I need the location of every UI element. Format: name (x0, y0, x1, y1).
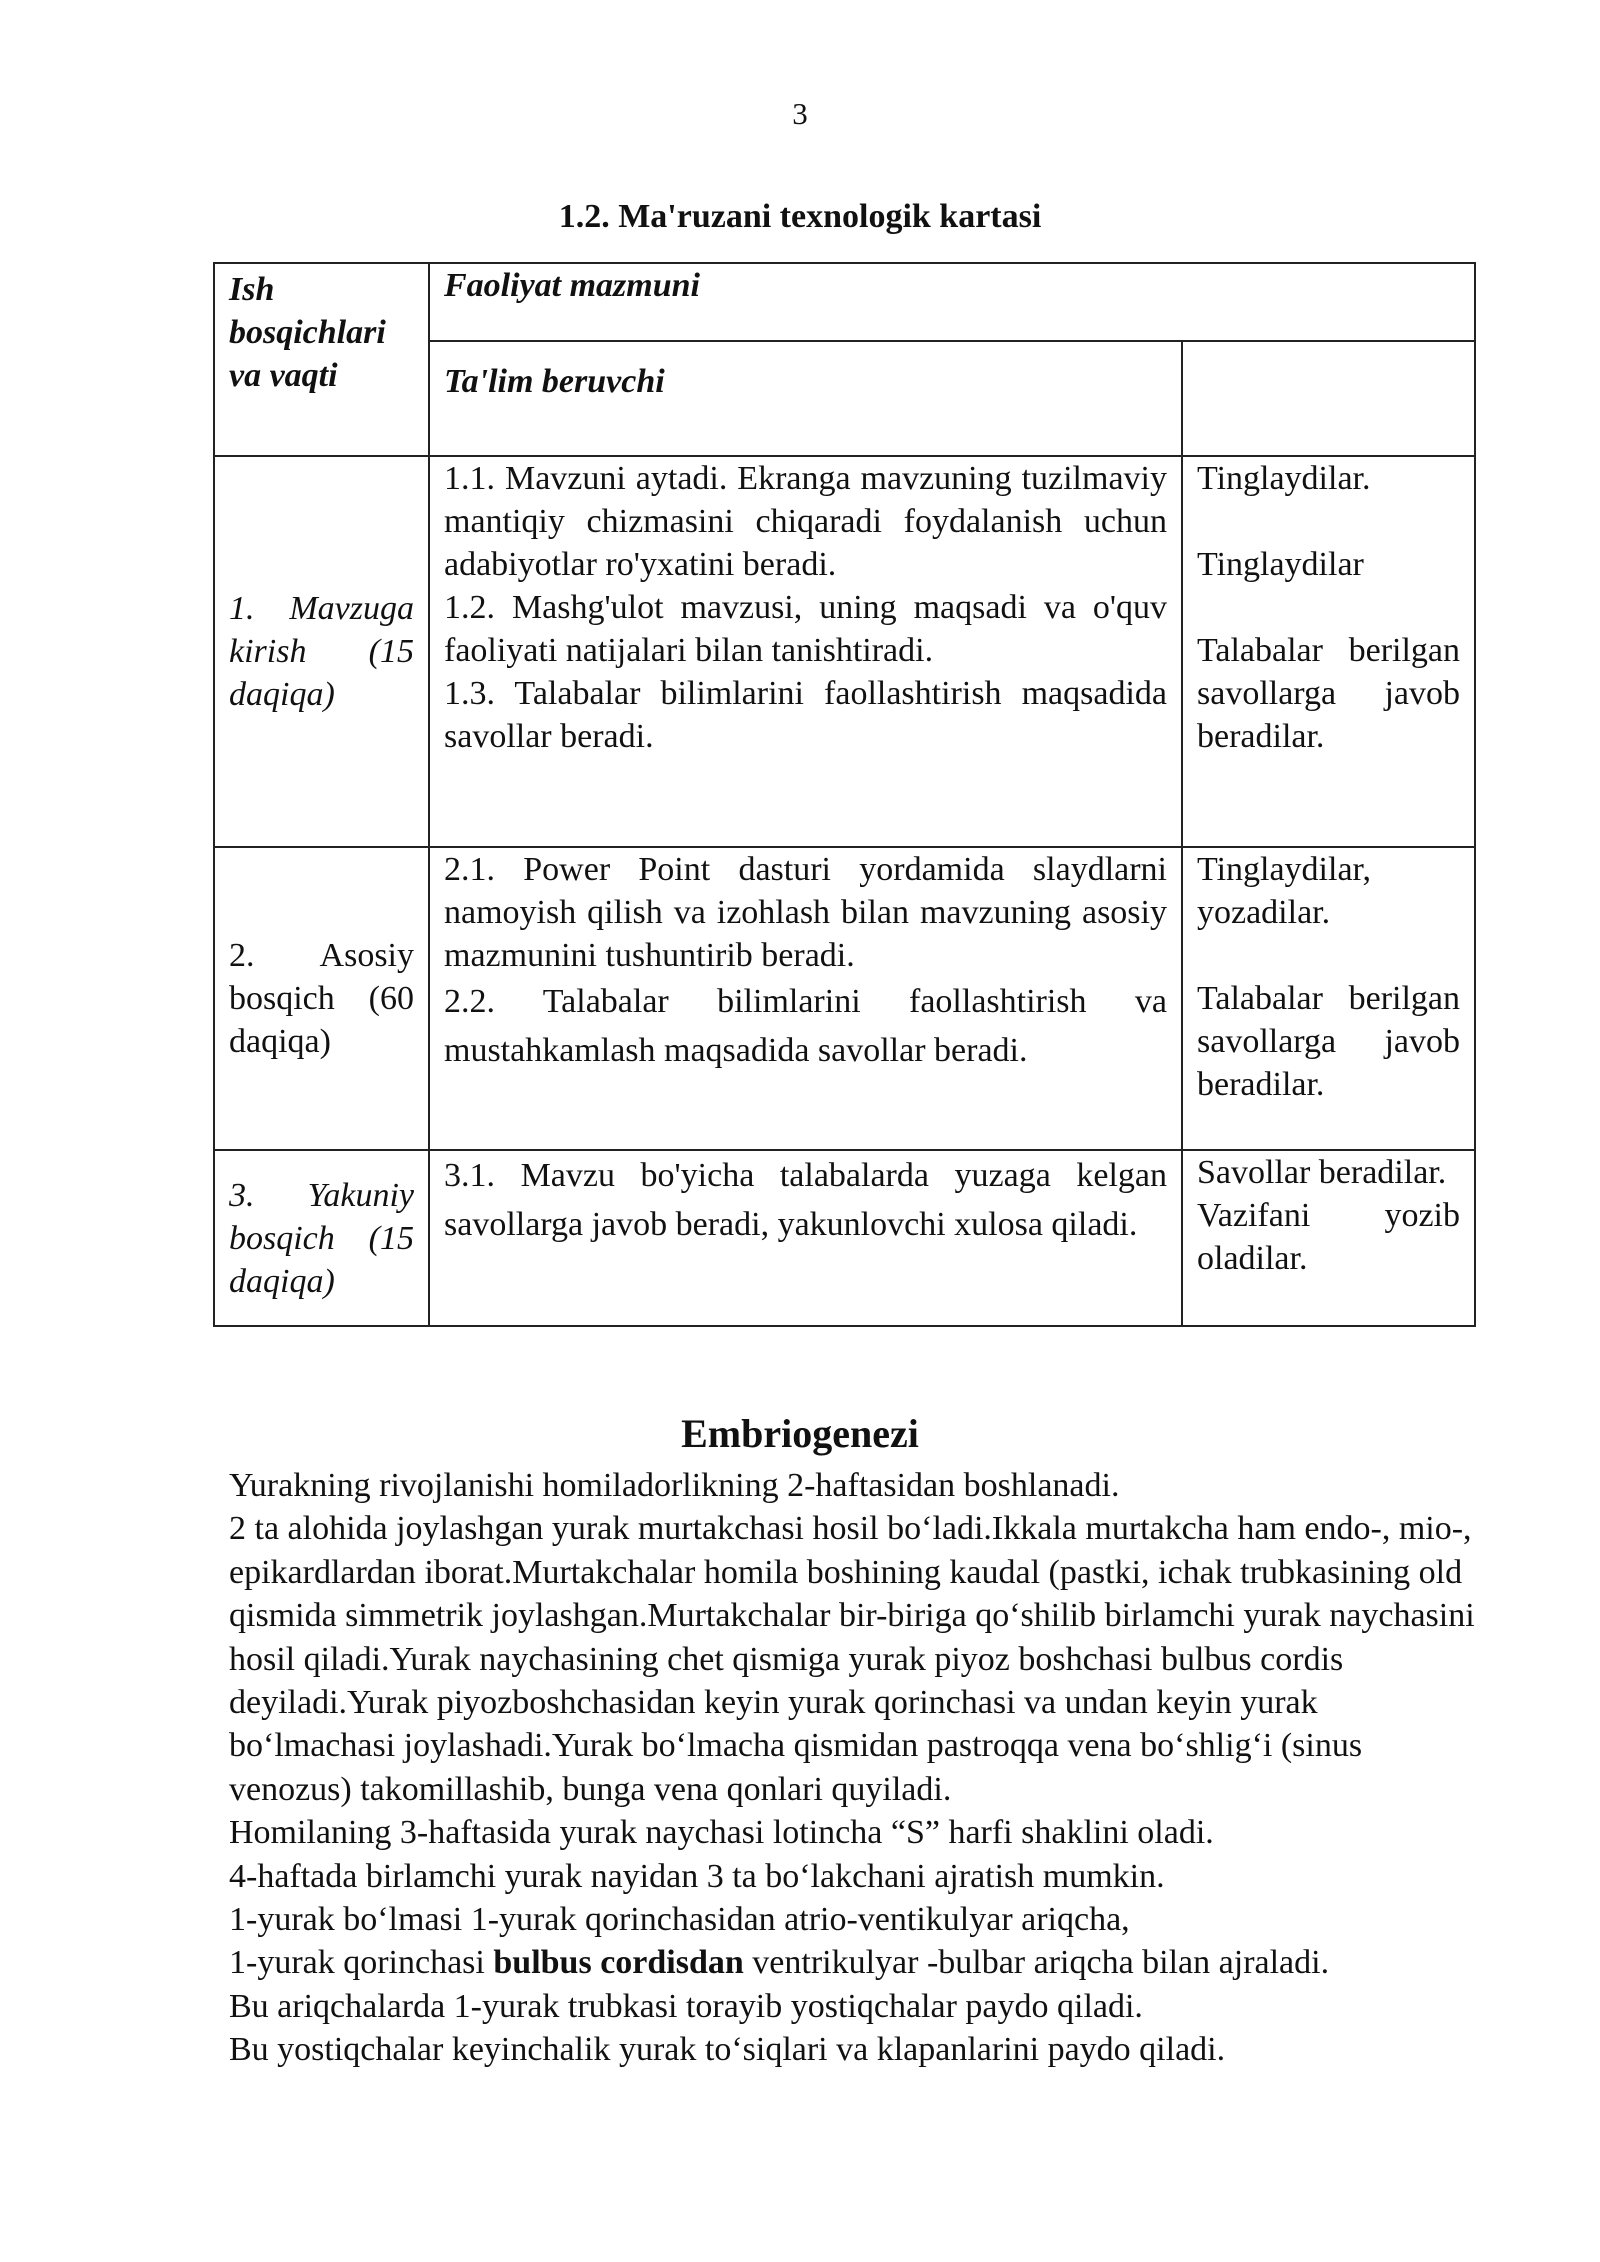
student-item: Savollar beradilar. (1197, 1154, 1447, 1191)
bold-term: bulbus cordisdan (493, 1944, 744, 1982)
paragraph: Bu ariqchalarda 1-yurak trubkasi torayib yostiqchalar paydo qiladi. (229, 1987, 1143, 2025)
table-title: 1.2. Ma'ruzani texnologik kartasi (558, 198, 1042, 235)
stage-cell: 1. Mavzuga kirish (15 daqiqa) (214, 456, 429, 847)
paragraph-text: 1-yurak qorinchasi (229, 1944, 494, 1982)
teacher-item: 2.1. Power Point dasturi yordamida slaydlarni namoyish qilish va izohlash bilan mavzuning asosiy mazmunini tushuntirib beradi. (444, 851, 1167, 974)
teacher-item: 3.1. Mavzu bo'yicha talabalarda yuzaga kelgan savollarga javob beradi, yakunlovchi xulosa qiladi. (444, 1157, 1167, 1243)
student-item: Tinglaydilar. (1197, 460, 1371, 497)
header-teacher: Ta'lim beruvchi (429, 341, 1182, 456)
teacher-cell (429, 847, 1182, 1150)
teacher-cell (429, 1150, 1182, 1326)
table-row (214, 1150, 1475, 1326)
page-number: 3 (792, 96, 808, 131)
student-item: Talabalar berilgan savollarga javob beradilar. (1197, 980, 1460, 1103)
paragraph: 4-haftada birlamchi yurak nayidan 3 ta bo‘lakchani ajratish mumkin. (229, 1857, 1165, 1895)
paragraph-text: ventrikulyar -bulbar ariqcha bilan ajraladi. (743, 1944, 1330, 1982)
section-title: Embriogenezi (681, 1411, 919, 1456)
student-item: Vazifani yozib oladilar. (1197, 1197, 1460, 1277)
teacher-item: 1.3. Talabalar bilimlarini faollashtirish maqsadida savollar beradi. (444, 675, 1167, 755)
technology-card-table (213, 262, 1476, 1327)
teacher-item: 2.2. Talabalar bilimlarini faollashtirish va mustahkamlash maqsadida savollar beradi. (444, 983, 1167, 1069)
header-student (1182, 341, 1475, 456)
teacher-item: 1.1. Mavzuni aytadi. Ekranga mavzuning tuzilmaviy mantiqiy chizmasini chiqaradi foydalanish uchun adabiyotlar ro'yxatini beradi. (444, 460, 1167, 583)
paragraph: 2 ta alohida joylashgan yurak murtakchasi hosil bo‘ladi.Ikkala murtakcha ham endo-, mio-, epikardlardan iborat.Murtakchalar homila boshining kaudal (pastki, ichak trubkasining old qismida simmetrik joylashgan.Murtakchalar bir-biriga qo‘shilib birlamchi yurak naychasini hosil qiladi.Yurak naychasining chet qismiga yurak piyoz boshchasi bulbus cordis deyiladi.Yurak piyozboshchasidan keyin yurak qorinchasi va undan keyin yurak bo‘lmachasi joylashadi.Yurak bo‘lmacha qismidan pastroqqa vena bo‘shlig‘i (sinus venozus) takomillashib, bunga vena qonlari quyiladi. (229, 1510, 1475, 1808)
table-row (214, 456, 1475, 847)
table-row (214, 847, 1475, 1150)
paragraph: Bu yostiqchalar keyinchalik yurak to‘siqlari va klapanlarini paydo qiladi. (229, 2031, 1226, 2069)
student-item: Talabalar berilgan savollarga javob beradilar. (1197, 632, 1460, 755)
student-cell (1182, 456, 1475, 847)
stage-cell: 2. Asosiy bosqich (60 daqiqa) (214, 847, 429, 1150)
student-item: Tinglaydilar (1197, 546, 1364, 583)
paragraph: Homilaning 3-haftasida yurak naychasi lotincha “S” harfi shaklini oladi. (229, 1814, 1214, 1852)
paragraph: 1-yurak bo‘lmasi 1-yurak qorinchasidan atrio-ventikulyar ariqcha, (229, 1901, 1130, 1939)
student-item: Tinglaydilar, yozadilar. (1197, 851, 1372, 931)
teacher-cell (429, 456, 1182, 847)
paragraph (229, 1941, 1489, 1984)
student-cell (1182, 847, 1475, 1150)
header-activity: Faoliyat mazmuni (429, 263, 1475, 341)
body-text (229, 1464, 1489, 2072)
student-cell (1182, 1150, 1475, 1326)
stage-cell: 3. Yakuniy bosqich (15 daqiqa) (214, 1150, 429, 1326)
header-stage: Ish bosqichlari va vaqti (214, 263, 429, 456)
teacher-item: 1.2. Mashg'ulot mavzusi, uning maqsadi va o'quv faoliyati natijalari bilan tanishtiradi. (444, 589, 1167, 669)
paragraph: Yurakning rivojlanishi homiladorlikning 2-haftasidan boshlanadi. (229, 1467, 1120, 1504)
